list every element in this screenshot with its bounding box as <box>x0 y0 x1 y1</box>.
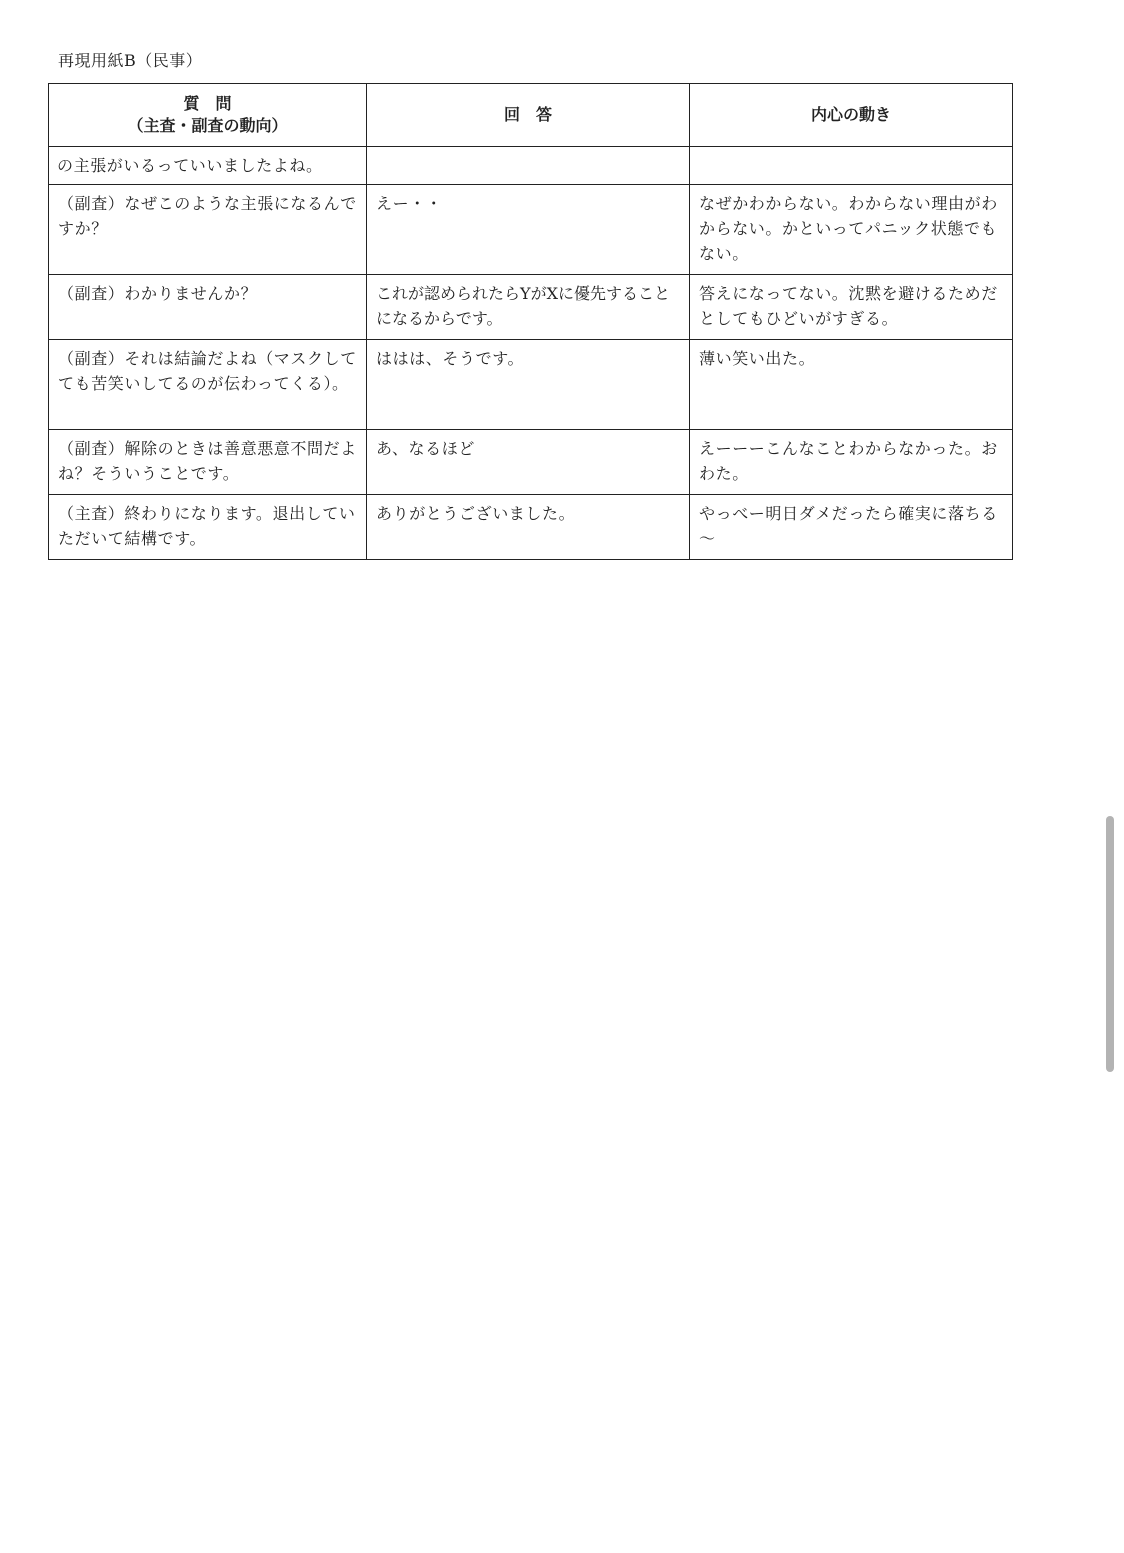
question-cell: の主張がいるっていいましたよね。 <box>49 147 367 185</box>
inner-cell: なぜかわからない。わからない理由がわからない。かといってパニック状態でもない。 <box>690 185 1013 275</box>
inner-cell: えーーーこんなことわからなかった。おわた。 <box>690 430 1013 495</box>
interview-transcript-table <box>48 83 1013 560</box>
inner-cell: やっべー明日ダメだったら確実に落ちる～ <box>690 495 1013 560</box>
table-row <box>49 275 1013 340</box>
table-row <box>49 430 1013 495</box>
table-header-row <box>49 84 1013 147</box>
header-question-sub: （主査・副査の動向） <box>127 116 288 135</box>
answer-cell: ありがとうございました。 <box>367 495 690 560</box>
question-cell: （副査）なぜこのような主張になるんですか？ <box>49 185 367 275</box>
header-question-title: 質 問 <box>183 94 232 113</box>
table-row <box>49 340 1013 430</box>
header-inner: 内心の動き <box>690 84 1013 147</box>
header-answer: 回 答 <box>367 84 690 147</box>
question-cell: （主査）終わりになります。退出していただいて結構です。 <box>49 495 367 560</box>
page-label: 再現用紙B（民事） <box>58 51 203 70</box>
answer-cell: ははは、そうです。 <box>367 340 690 430</box>
inner-cell: 薄い笑い出た。 <box>690 340 1013 430</box>
question-cell: （副査）解除のときは善意悪意不問だよね？そういうことです。 <box>49 430 367 495</box>
inner-cell: 答えになってない。沈黙を避けるためだとしてもひどいがすぎる。 <box>690 275 1013 340</box>
vertical-scrollbar[interactable] <box>1106 816 1114 1072</box>
answer-cell: これが認められたらYがXに優先することになるからです。 <box>367 275 690 340</box>
answer-cell <box>367 147 690 185</box>
inner-cell <box>690 147 1013 185</box>
answer-cell: えー・・ <box>367 185 690 275</box>
table-row <box>49 495 1013 560</box>
header-question <box>49 84 367 147</box>
table-row <box>49 185 1013 275</box>
question-cell: （副査）それは結論だよね（マスクしてても苦笑いしてるのが伝わってくる）。 <box>49 340 367 430</box>
table-row <box>49 147 1013 185</box>
question-cell: （副査）わかりませんか？ <box>49 275 367 340</box>
answer-cell: あ、なるほど <box>367 430 690 495</box>
